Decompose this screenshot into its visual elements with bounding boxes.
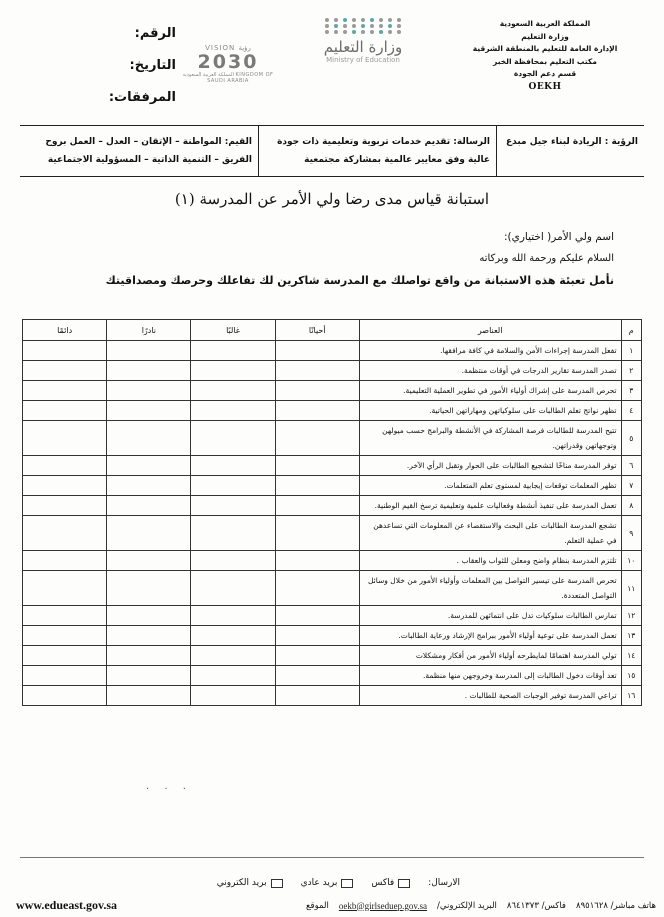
answer-cell-always[interactable] <box>23 516 107 551</box>
row-item-text: تولي المدرسة اهتمامًا لمايطرحه أولياء الأمور من أفكار ومشكلات <box>359 646 621 666</box>
answer-cell-often[interactable] <box>191 571 275 606</box>
answer-cell-often[interactable] <box>191 626 275 646</box>
answer-cell-often[interactable] <box>191 551 275 571</box>
email-option-label: بريد الكتروني <box>216 878 267 888</box>
guardian-name-label: اسم ولي الأمر( اختياري): <box>503 231 614 243</box>
row-number: ١٣ <box>621 626 641 646</box>
row-item-text: توفر المدرسة مناخًا لتشجيع الطالبات على الحوار وتقبل الرأي الآخر. <box>359 456 621 476</box>
answer-cell-rarely[interactable] <box>107 551 191 571</box>
vision-mission-values-box <box>20 125 644 177</box>
reference-number-label: الرقم: <box>134 26 176 41</box>
greeting: السلام عليكم ورحمة الله وبركاته <box>479 253 614 264</box>
answer-cell-often[interactable] <box>191 341 275 361</box>
send-method-row <box>100 878 460 888</box>
answer-cell-often[interactable] <box>191 496 275 516</box>
org-line: المملكة العربية السعودية <box>499 19 591 28</box>
table-row <box>23 381 642 401</box>
row-item-text: تعمل المدرسة على توعية أولياء الأمور ببرامج الإرشاد ورعاية الطالبات. <box>359 626 621 646</box>
row-item-text: تفعل المدرسة إجراءات الأمن والسلامة في كافة مرافقها. <box>359 341 621 361</box>
table-row <box>23 686 642 706</box>
answer-cell-sometimes[interactable] <box>275 666 359 686</box>
answer-cell-rarely[interactable] <box>107 666 191 686</box>
table-row <box>23 606 642 626</box>
vision-sub: المملكة العربية السعودية KINGDOM OF SAUDI ARABIA <box>182 72 274 84</box>
table-row <box>23 551 642 571</box>
row-number: ١٢ <box>621 606 641 626</box>
survey-table <box>22 319 642 706</box>
org-line: الإدارة العامة للتعليم بالمنطقة الشرقية <box>472 44 618 53</box>
answer-cell-sometimes[interactable] <box>275 551 359 571</box>
answer-cell-sometimes[interactable] <box>275 496 359 516</box>
phone-number: هاتف مباشر/ ٨٩٥١٦٢٨ <box>576 900 656 911</box>
mail-checkbox[interactable] <box>341 879 353 888</box>
answer-cell-always[interactable] <box>23 476 107 496</box>
table-row <box>23 626 642 646</box>
fax-number: فاكس/ ٨٦٤١٣٧٣ <box>506 900 566 911</box>
answer-cell-sometimes[interactable] <box>275 476 359 496</box>
answer-cell-rarely[interactable] <box>107 516 191 551</box>
survey-title: استبانة قياس مدى رضا ولي الأمر عن المدرسة (١) <box>174 190 490 208</box>
row-item-text: تراعي المدرسة توفير الوجبات الصحية للطالبات . <box>359 686 621 706</box>
answer-cell-always[interactable] <box>23 666 107 686</box>
answer-cell-sometimes[interactable] <box>275 686 359 706</box>
row-number: ١٦ <box>621 686 641 706</box>
answer-cell-always[interactable] <box>23 606 107 626</box>
answer-cell-sometimes[interactable] <box>275 626 359 646</box>
attachments-label: المرفقات: <box>108 90 176 105</box>
answer-cell-sometimes[interactable] <box>275 401 359 421</box>
answer-cell-rarely[interactable] <box>107 646 191 666</box>
answer-cell-often[interactable] <box>191 456 275 476</box>
answer-cell-rarely[interactable] <box>107 496 191 516</box>
vision-2030-logo <box>180 44 276 84</box>
row-item-text: تحرص المدرسة على تيسير التواصل بين المعلمات وأولياء الأمور من خلال وسائل التواصل المتعددة. <box>359 571 621 606</box>
answer-cell-always[interactable] <box>23 456 107 476</box>
table-row <box>23 646 642 666</box>
survey-request: نأمل تعبئة هذه الاستبانة من واقع تواصلك مع المدرسة شاكرين لك تفاعلك وحرصك ومصداقيتك <box>105 274 614 287</box>
answer-cell-always[interactable] <box>23 361 107 381</box>
row-item-text: تصدر المدرسة تقارير الدرجات في أوقات منتظمة. <box>359 361 621 381</box>
organization-header <box>470 18 620 93</box>
answer-cell-often[interactable] <box>191 401 275 421</box>
answer-cell-rarely[interactable] <box>107 341 191 361</box>
table-row <box>23 341 642 361</box>
email-link[interactable]: oekb@girlseduep.gov.sa <box>338 900 428 911</box>
header-rarely: نادرًا <box>107 320 191 341</box>
ministry-logo-sub: Ministry of Education <box>326 56 400 64</box>
table-row <box>23 456 642 476</box>
table-row <box>23 496 642 516</box>
mission-statement: الرسالة: تقديم خدمات تربوية وتعليمية ذات جودة عالية وفق معايير عالمية بمشاركة مجتمعية <box>258 126 496 176</box>
row-item-text: تحرص المدرسة على إشراك أولياء الأمور في تطوير العملية التعليمية. <box>359 381 621 401</box>
table-header-row <box>23 320 642 341</box>
row-number: ٨ <box>621 496 641 516</box>
answer-cell-always[interactable] <box>23 551 107 571</box>
answer-cell-sometimes[interactable] <box>275 361 359 381</box>
row-number: ٥ <box>621 421 641 456</box>
email-label: البريد الإلكتروني/ <box>437 900 497 911</box>
row-item-text: تظهر نواتج تعلم الطالبات على سلوكياتهن ومهاراتهن الحياتية. <box>359 401 621 421</box>
answer-cell-always[interactable] <box>23 626 107 646</box>
website-label: الموقع <box>305 900 329 911</box>
row-item-text: تشجع المدرسة الطالبات على البحث والاستقصاء عن المعلومات التي تساعدهن في عملية التعلم. <box>359 516 621 551</box>
answer-cell-sometimes[interactable] <box>275 381 359 401</box>
row-number: ١١ <box>621 571 641 606</box>
org-code: OEKH <box>528 81 562 92</box>
answer-cell-often[interactable] <box>191 381 275 401</box>
reference-fields <box>96 18 176 114</box>
row-number: ١٤ <box>621 646 641 666</box>
row-item-text: تظهر المعلمات توقعات إيجابية لمستوى تعلم المتعلمات. <box>359 476 621 496</box>
header-sometimes: أحيانًا <box>275 320 359 341</box>
header-often: غالبًا <box>191 320 275 341</box>
send-option-email[interactable] <box>217 878 283 888</box>
answer-cell-always[interactable] <box>23 646 107 666</box>
contact-row <box>16 898 656 913</box>
send-label: الارسال: <box>428 878 460 888</box>
answer-cell-sometimes[interactable] <box>275 516 359 551</box>
fax-checkbox[interactable] <box>398 879 410 888</box>
answer-cell-rarely[interactable] <box>107 571 191 606</box>
answer-cell-often[interactable] <box>191 666 275 686</box>
org-line: وزارة التعليم <box>521 31 569 41</box>
answer-cell-always[interactable] <box>23 401 107 421</box>
answer-cell-rarely[interactable] <box>107 686 191 706</box>
answer-cell-always[interactable] <box>23 496 107 516</box>
scribble-marks: · · · <box>146 784 192 795</box>
row-item-text: تتيح المدرسة للطالبات فرصة المشاركة في الأنشطة والبرامج حسب ميولهن وتوجهاتهن وقدراتهن. <box>359 421 621 456</box>
answer-cell-often[interactable] <box>191 606 275 626</box>
row-number: ١ <box>621 341 641 361</box>
answer-cell-often[interactable] <box>191 646 275 666</box>
row-number: ١٠ <box>621 551 641 571</box>
answer-cell-rarely[interactable] <box>107 361 191 381</box>
row-number: ٣ <box>621 381 641 401</box>
answer-cell-often[interactable] <box>191 421 275 456</box>
table-row <box>23 361 642 381</box>
answer-cell-always[interactable] <box>23 571 107 606</box>
fax-label: فاكس <box>371 878 395 888</box>
org-line: مكتب التعليم بمحافظة الخبر <box>493 56 597 66</box>
row-number: ٢ <box>621 361 641 381</box>
answer-cell-sometimes[interactable] <box>275 646 359 666</box>
row-item-text: تلتزم المدرسة بنظام واضح ومعلن للثواب والعقاب . <box>359 551 621 571</box>
ministry-dots-icon <box>308 18 418 34</box>
answer-cell-always[interactable] <box>23 421 107 456</box>
row-item-text: تمارس الطالبات سلوكيات تدل على انتمائهن للمدرسة. <box>359 606 621 626</box>
answer-cell-often[interactable] <box>191 516 275 551</box>
send-option-mail[interactable] <box>301 878 354 888</box>
table-row <box>23 476 642 496</box>
answer-cell-always[interactable] <box>23 341 107 361</box>
send-option-fax[interactable] <box>371 878 410 888</box>
answer-cell-rarely[interactable] <box>107 606 191 626</box>
header-always: دائمًا <box>23 320 107 341</box>
answer-cell-rarely[interactable] <box>107 626 191 646</box>
answer-cell-rarely[interactable] <box>107 476 191 496</box>
date-label: التاريخ: <box>129 58 176 73</box>
row-number: ٧ <box>621 476 641 496</box>
contact-details <box>306 901 656 911</box>
answer-cell-sometimes[interactable] <box>275 341 359 361</box>
row-number: ٦ <box>621 456 641 476</box>
row-item-text: تعد أوقات دخول الطالبات إلى المدرسة وخروجهن منها منظمة. <box>359 666 621 686</box>
table-row <box>23 571 642 606</box>
footer-divider <box>20 857 644 858</box>
answer-cell-rarely[interactable] <box>107 421 191 456</box>
answer-cell-rarely[interactable] <box>107 456 191 476</box>
header-num: م <box>621 320 641 341</box>
row-item-text: تعمل المدرسة على تنفيذ أنشطة وفعاليات علمية وتعليمية ترسخ القيم الوطنية. <box>359 496 621 516</box>
table-row <box>23 401 642 421</box>
answer-cell-sometimes[interactable] <box>275 606 359 626</box>
answer-cell-rarely[interactable] <box>107 401 191 421</box>
answer-cell-sometimes[interactable] <box>275 456 359 476</box>
mail-label: بريد عادي <box>300 878 338 888</box>
survey-intro <box>74 226 614 292</box>
answer-cell-sometimes[interactable] <box>275 421 359 456</box>
table-row <box>23 421 642 456</box>
row-number: ١٥ <box>621 666 641 686</box>
vision-label: VISION رؤية <box>205 44 251 52</box>
vision-statement: الرؤية : الريادة لبناء جيل مبدع <box>496 126 644 176</box>
ministry-logo-title: وزارة التعليم <box>323 38 403 56</box>
email-checkbox[interactable] <box>271 879 283 888</box>
answer-cell-rarely[interactable] <box>107 381 191 401</box>
header-items: العناصر <box>359 320 621 341</box>
vision-year: 2030 <box>197 51 259 73</box>
answer-cell-always[interactable] <box>23 381 107 401</box>
row-number: ٩ <box>621 516 641 551</box>
table-row <box>23 666 642 686</box>
values-statement: القيم: المواطنة – الإتقان – العدل – العمل بروح الفريق – التنمية الذاتية – المسؤولية الاجتماعية <box>45 137 252 165</box>
answer-cell-often[interactable] <box>191 686 275 706</box>
ministry-logo <box>308 16 418 92</box>
website-link[interactable]: www.edueast.gov.sa <box>16 898 118 912</box>
answer-cell-always[interactable] <box>23 686 107 706</box>
table-row <box>23 516 642 551</box>
row-number: ٤ <box>621 401 641 421</box>
answer-cell-often[interactable] <box>191 361 275 381</box>
org-line: قسم دعم الجودة <box>513 69 577 78</box>
answer-cell-often[interactable] <box>191 476 275 496</box>
answer-cell-sometimes[interactable] <box>275 571 359 606</box>
